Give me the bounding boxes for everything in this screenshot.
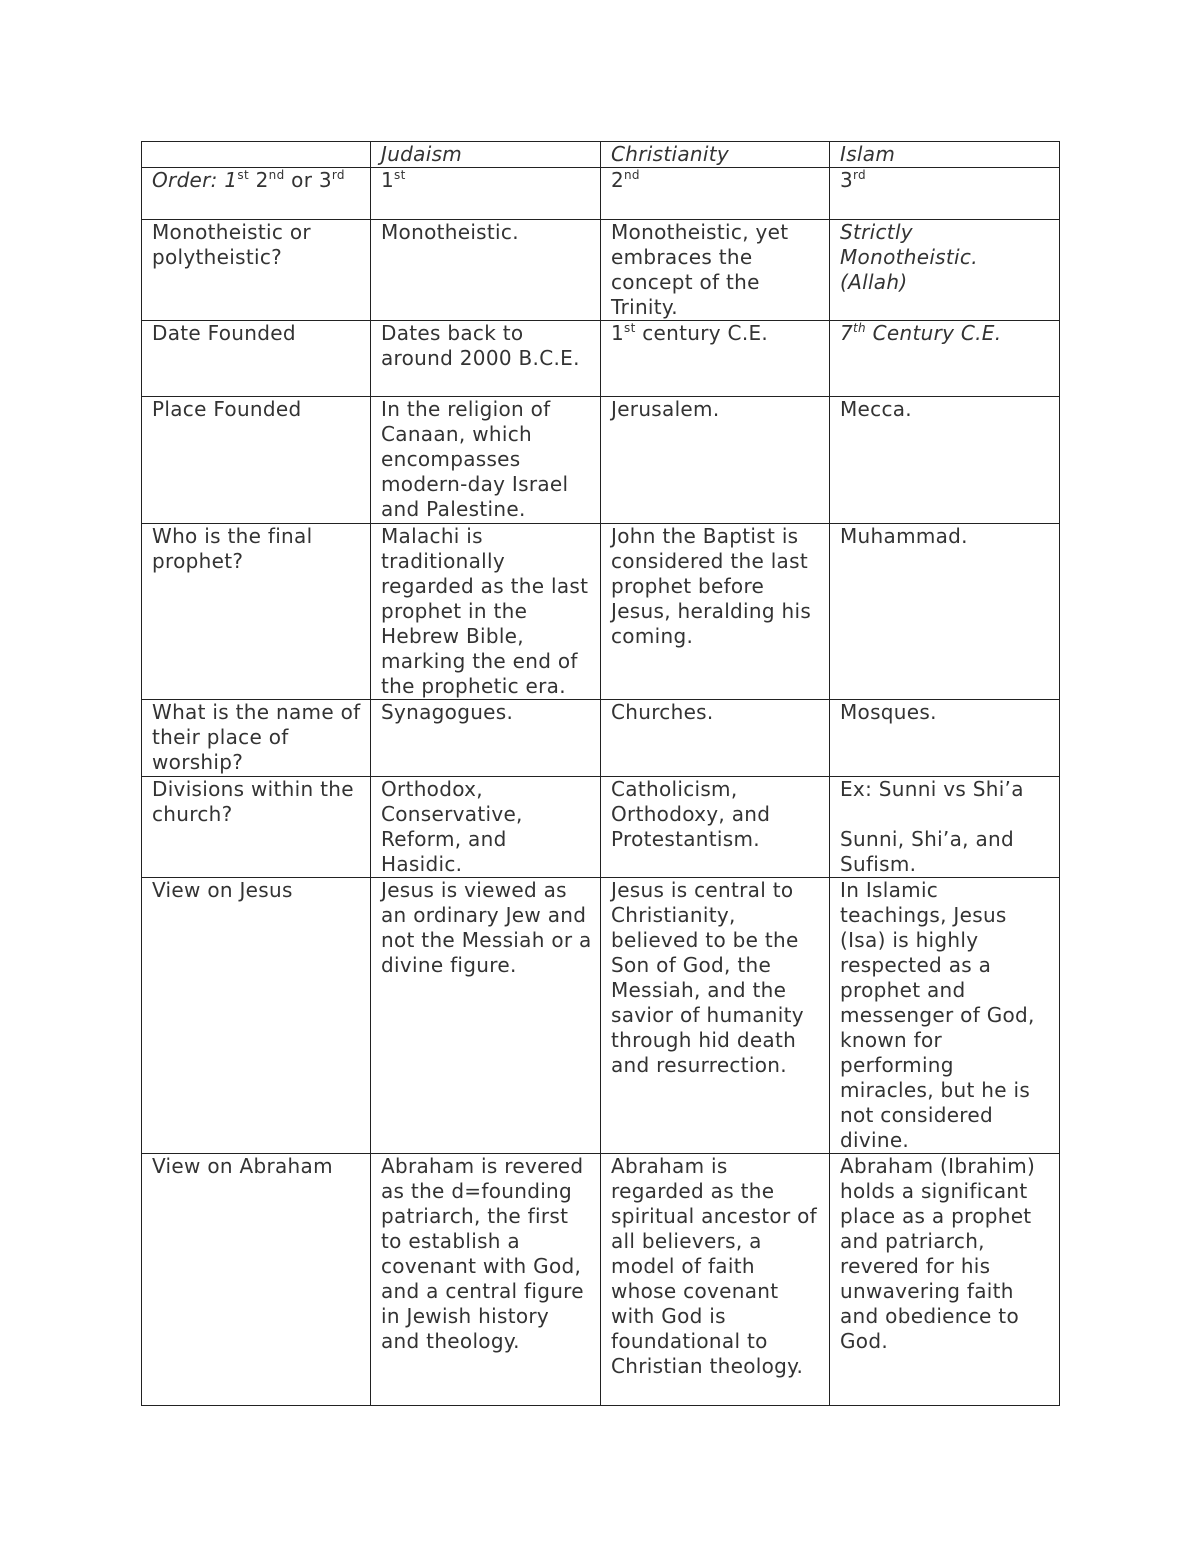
final-prophet-christianity: John the Baptist is considered the last prophet before Jesus, heralding his coming. bbox=[601, 524, 830, 700]
place-of-worship-label: What is the name of their place of worship? bbox=[142, 700, 371, 777]
monotheistic-label: Monotheistic or polytheistic? bbox=[142, 220, 371, 321]
view-on-jesus-christianity: Jesus is central to Christianity, believed to be the Son of God, the Messiah, and the savior of humanity through hid death and resurrection. bbox=[601, 878, 830, 1154]
view-on-abraham-islam: Abraham (Ibrahim) holds a significant place as a prophet and patriarch, revered for his unwavering faith and obedience to God. bbox=[830, 1154, 1060, 1406]
place-of-worship-islam: Mosques. bbox=[830, 700, 1060, 777]
order-islam: 3rd bbox=[830, 168, 1060, 220]
header-judaism: Judaism bbox=[371, 142, 601, 168]
view-on-jesus-row bbox=[142, 878, 1060, 1154]
order-judaism: 1st bbox=[371, 168, 601, 220]
place-of-worship-christianity: Churches. bbox=[601, 700, 830, 777]
final-prophet-label: Who is the final prophet? bbox=[142, 524, 371, 700]
order-row bbox=[142, 168, 1060, 220]
date-founded-label: Date Founded bbox=[142, 321, 371, 397]
view-on-abraham-judaism: Abraham is revered as the d=founding patriarch, the first to establish a covenant with God, and a central figure in Jewish history and theology. bbox=[371, 1154, 601, 1406]
place-of-worship-judaism: Synagogues. bbox=[371, 700, 601, 777]
view-on-jesus-islam: In Islamic teachings, Jesus (Isa) is highly respected as a prophet and messenger of God, known for performing miracles, but he is not considered divine. bbox=[830, 878, 1060, 1154]
monotheistic-islam: Strictly Monotheistic. (Allah) bbox=[830, 220, 1060, 321]
divisions-row bbox=[142, 777, 1060, 878]
place-founded-row bbox=[142, 397, 1060, 524]
divisions-judaism: Orthodox, Conservative, Reform, and Hasidic. bbox=[371, 777, 601, 878]
divisions-label: Divisions within the church? bbox=[142, 777, 371, 878]
view-on-abraham-christianity: Abraham is regarded as the spiritual ancestor of all believers, a model of faith whose covenant with God is foundational to Christian theology. bbox=[601, 1154, 830, 1406]
header-row bbox=[142, 142, 1060, 168]
date-founded-christianity: 1st century C.E. bbox=[601, 321, 830, 397]
date-founded-judaism: Dates back to around 2000 B.C.E. bbox=[371, 321, 601, 397]
header-empty-cell bbox=[142, 142, 371, 168]
order-label: Order: 1st 2nd or 3rd bbox=[142, 168, 371, 220]
view-on-abraham-label: View on Abraham bbox=[142, 1154, 371, 1406]
place-founded-label: Place Founded bbox=[142, 397, 371, 524]
date-founded-islam: 7th Century C.E. bbox=[830, 321, 1060, 397]
place-founded-judaism: In the religion of Canaan, which encompasses modern-day Israel and Palestine. bbox=[371, 397, 601, 524]
view-on-jesus-label: View on Jesus bbox=[142, 878, 371, 1154]
view-on-abraham-row bbox=[142, 1154, 1060, 1406]
final-prophet-row bbox=[142, 524, 1060, 700]
place-founded-islam: Mecca. bbox=[830, 397, 1060, 524]
religion-comparison-table bbox=[141, 141, 1060, 1406]
monotheistic-row bbox=[142, 220, 1060, 321]
place-founded-christianity: Jerusalem. bbox=[601, 397, 830, 524]
monotheistic-judaism: Monotheistic. bbox=[371, 220, 601, 321]
place-of-worship-row bbox=[142, 700, 1060, 777]
final-prophet-judaism: Malachi is traditionally regarded as the last prophet in the Hebrew Bible, marking the end of the prophetic era. bbox=[371, 524, 601, 700]
view-on-jesus-judaism: Jesus is viewed as an ordinary Jew and not the Messiah or a divine figure. bbox=[371, 878, 601, 1154]
divisions-islam: Ex: Sunni vs Shi’a Sunni, Shi’a, and Sufism. bbox=[830, 777, 1060, 878]
divisions-christianity: Catholicism, Orthodoxy, and Protestantism. bbox=[601, 777, 830, 878]
order-christianity: 2nd bbox=[601, 168, 830, 220]
date-founded-row bbox=[142, 321, 1060, 397]
header-islam: Islam bbox=[830, 142, 1060, 168]
monotheistic-christianity: Monotheistic, yet embraces the concept of the Trinity. bbox=[601, 220, 830, 321]
final-prophet-islam: Muhammad. bbox=[830, 524, 1060, 700]
header-christianity: Christianity bbox=[601, 142, 830, 168]
